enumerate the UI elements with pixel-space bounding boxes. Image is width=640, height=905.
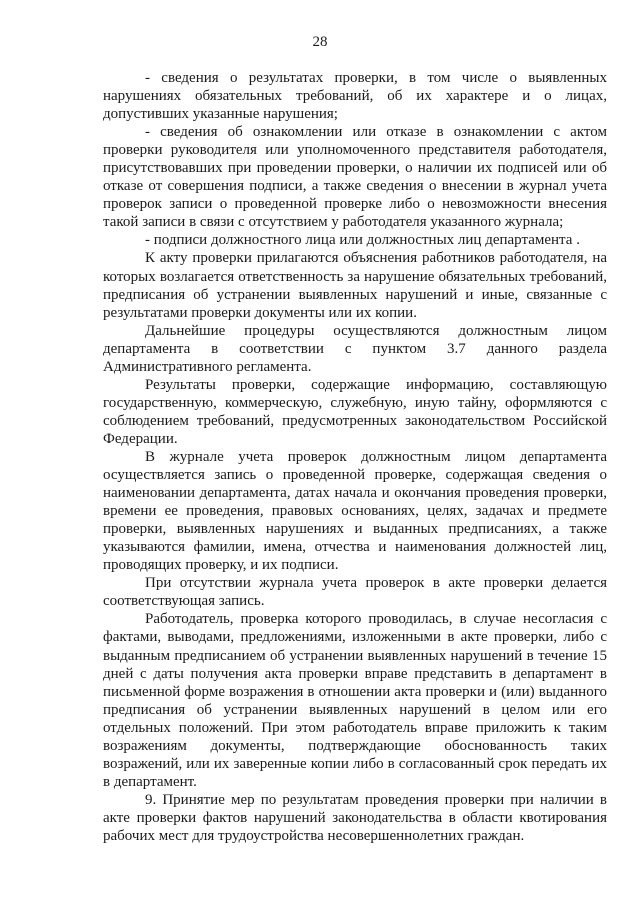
page-number: 28 [312, 34, 328, 50]
paragraph-further-procedures: Дальнейшие процедуры осуществляются должностным лицом департамента в соответствии с пунктом 3.7 данного раздела Административного регламента. [103, 322, 607, 375]
paragraph-official-signatures: - подписи должностного лица или должностных лиц департамента . [145, 232, 580, 249]
paragraph-section-9: 9. Принятие мер по результатам проведения проверки при наличии в акте проверки фактов нарушений законодательства в области квотирования рабочих мест для трудоустройства несовершеннолетних граждан. [103, 791, 607, 844]
paragraph-inspection-results: - сведения о результатах проверки, в том числе о выявленных нарушениях обязательных требований, об их характере и о лицах, допустивших указанные нарушения; [103, 70, 607, 123]
paragraph-employer-objections: Работодатель, проверка которого проводилась, в случае несогласия с фактами, выводами, предложениями, изложенными в акте проверки, либо с выданным предписанием об устранении выявленных нарушений в течение 15 дней с даты получения акта проверки вправе представить в департамент в письменной форме возражения в отношении акта проверки и (или) выданного предписания об устранении выявленных нарушений в целом или его отдельных положений. При этом работодатель вправе приложить к таким возражениям документы, подтверждающие обоснованность таких возражений, или их заверенные копии либо в согласованный срок передать их в департамент. [103, 611, 607, 790]
document-body [103, 69, 607, 845]
paragraph-inspection-log: В журнале учета проверок должностным лицом департамента осуществляется запись о проведенной проверке, содержащая сведения о наименовании департамента, датах начала и окончания проведения проверки, времени ее проведения, правовых основаниях, целях, задачах и предмете проверки, выявленных нарушениях и выданных предписаниях, а также указываются фамилии, имена, отчества и наименования должностей лиц, проводящих проверку, и их подписи. [103, 448, 607, 574]
paragraph-act-attachments: К акту проверки прилагаются объяснения работников работодателя, на которых возлагается ответственность за нарушение обязательных требований, предписания об устранении выявленных нарушений и иные, связанные с результатами проверки документы или их копии. [103, 250, 607, 321]
paragraph-missing-log: При отсутствии журнала учета проверок в акте проверки делается соответствующая запись. [103, 575, 607, 610]
paragraph-secret-information: Результаты проверки, содержащие информацию, составляющую государственную, коммерческую, служебную, иную тайну, оформляются с соблюдением требований, предусмотренных законодательством Российской Федерации. [103, 376, 607, 447]
paragraph-acquaintance-info: - сведения об ознакомлении или отказе в ознакомлении с актом проверки руководителя или уполномоченного представителя работодателя, присутствовавших при проведении проверки, о наличии их подписей или об отказе от совершения подписи, а также сведения о внесении в журнал учета проверок записи о проведенной проверке либо о невозможности внесения такой записи в связи с отсутствием у работодателя указанного журнала; [103, 124, 607, 231]
